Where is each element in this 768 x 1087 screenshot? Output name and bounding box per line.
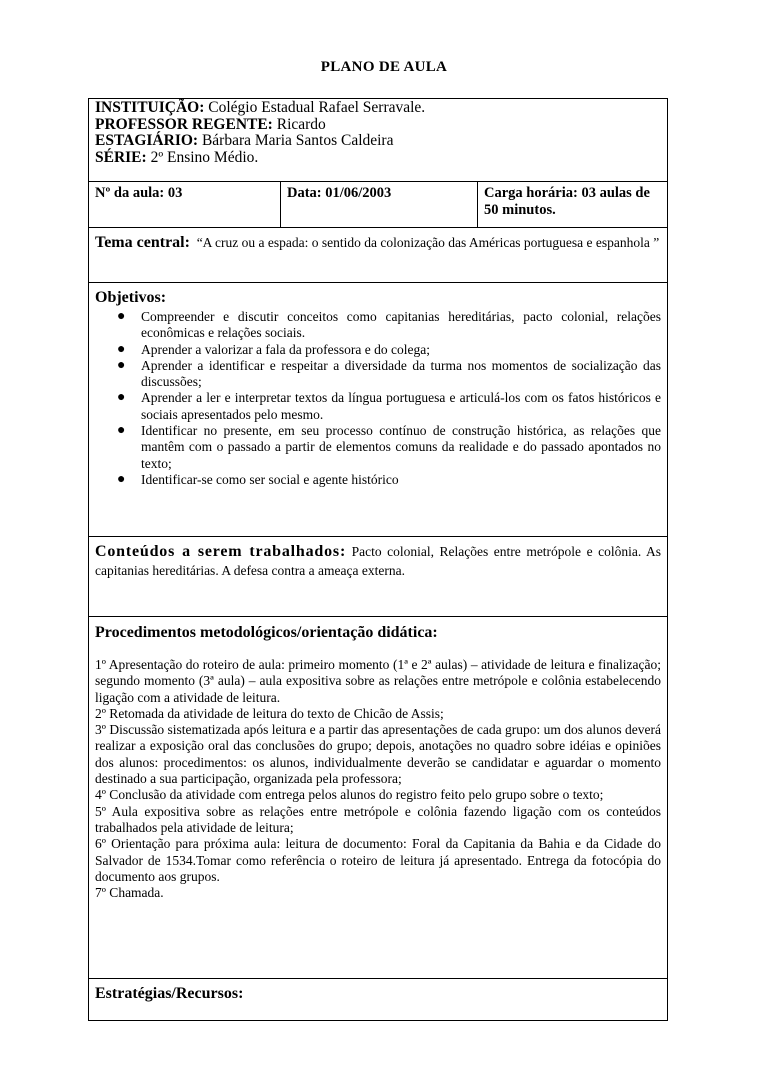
header-section [89,99,667,228]
bullet-icon: ● [117,423,126,439]
bullet-icon: ● [117,341,126,357]
objetivos-list [95,309,661,488]
list-item: ● Identificar-se como ser social e agente histórico [117,471,399,487]
professor-line [95,117,661,134]
serie-line [95,150,661,167]
estagiario-value: Bárbara Maria Santos Caldeira [201,132,394,149]
procedimentos-label: Procedimentos metodológicos/orientação didática: [95,624,438,641]
bullet-icon: ● [117,471,126,487]
objetivos-label: Objetivos: [95,289,167,306]
estrategias-label: Estratégias/Recursos: [95,985,244,1002]
serie-label: SÉRIE: [95,148,147,166]
conteudos-section [89,537,667,617]
procedimento-item: 1º Apresentação do roteiro de aula: primeiro momento (1ª e 2ª aulas) – atividade de leitura e finalização; segundo momento (3ª aula) – aula expositiva sobre as relações entre metrópole e colônia estabelecendo ligação com a atividade de leitura. [95,657,661,705]
bullet-icon: ● [117,390,126,406]
bullet-icon: ● [117,357,126,373]
lesson-plan-form [88,98,668,1021]
carga-horaria: Carga horária: 03 aulas de 50 minutos. [484,185,650,218]
conteudos-paragraph [95,542,661,580]
estagiario-label: ESTAGIÁRIO: [95,132,199,149]
estagiario-line [95,133,661,150]
estrategias-section [89,979,667,1020]
tema-paragraph [95,233,661,252]
tema-text: “A cruz ou a espada: o sentido da colonização das Américas portuguesa e espanhola ” [196,235,660,250]
list-item: ● Aprender a ler e interpretar textos da língua portuguesa e articulá-los com os fatos históricos e sociais apresentados pelo mesmo. [117,390,661,422]
instituicao-line [95,100,661,117]
professor-value: Ricardo [276,115,326,133]
aula-date: Data: 01/06/2003 [281,182,478,228]
list-item: ● Aprender a identificar e respeitar a diversidade da turma nos momentos de socialização das discussões; [117,357,661,390]
procedimento-item: 4º Conclusão da atividade com entrega pelos alunos do registro feito pelo grupo sobre o texto; [95,787,604,803]
procedimento-item: 6º Orientação para próxima aula: leitura de documento: Foral da Capitania da Bahia e da Cidade do Salvador de 1534.Tomar como referência o roteiro de leitura já apresentado. Entrega da fotocópia do documento aos grupos. [95,836,661,884]
bullet-icon: ● [117,309,126,324]
serie-value: 2º Ensino Médio. [150,148,259,166]
procedimentos-section [89,617,667,979]
instituicao-label: INSTITUIÇÃO: [95,99,205,116]
instituicao-value: Colégio Estadual Rafael Serravale. [208,99,426,116]
tema-section [89,228,667,283]
procedimento-item: 3º Discussão sistematizada após leitura e a partir das apresentações de cada grupo: um dos alunos deverá realizar a exposição oral das conclusões do grupo; depois, anotações no quadro sobre idéias e opiniões dos alunos: procedimentos: os alunos, individualmente deverão se candidatar e aguardar o momento destinado a sua participação, organizada pela professora; [95,722,661,787]
tema-label: Tema central: [95,234,190,251]
professor-label: PROFESSOR REGENTE: [95,115,273,133]
lesson-info-row [89,181,667,228]
page-title: PLANO DE AULA [320,59,448,75]
procedimento-item: 2º Retomada da atividade de leitura do texto de Chicão de Assis; [95,705,444,721]
aula-number: Nº da aula: 03 [89,182,281,228]
procedimento-item: 7º Chamada. [95,885,164,901]
procedimento-item: 5º Aula expositiva sobre as relações entre metrópole e colônia fazendo ligação com os conteúdos trabalhados pela atividade de leitura; [95,803,661,835]
list-item: ● Compreender e discutir conceitos como capitanias hereditárias, pacto colonial, relações econômicas e relações sociais. [117,309,661,341]
objetivos-section [89,283,667,537]
conteudos-label: Conteúdos a serem trabalhados: [95,543,347,560]
conteudos-text: Pacto colonial, Relações entre metrópole e colônia. As capitanias hereditárias. A defesa contra a ameaça externa. [95,544,662,578]
list-item: ● Aprender a valorizar a fala da professora e do colega; [117,341,430,357]
list-item: ● Identificar no presente, em seu processo contínuo de construção histórica, as relações que mantêm com o passado a partir de elementos comuns da realidade e do passado apontados no texto; [117,423,661,471]
